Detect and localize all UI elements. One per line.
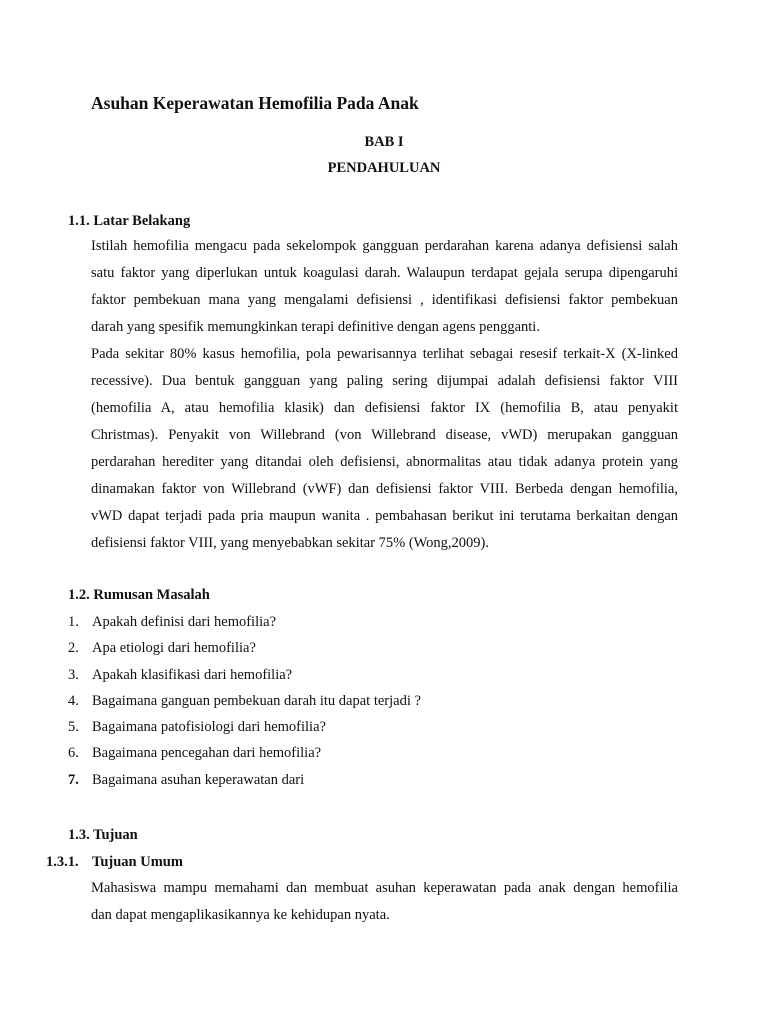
paragraph-latar-belakang-1 [91, 233, 678, 341]
paragraph-tujuan-umum [91, 875, 678, 929]
section-heading-tujuan: 1.3. Tujuan [68, 827, 138, 843]
paragraph-line: vWD dapat terjadi pada pria maupun wanita . pembahasan berikut ini terutama berkaitan dengan [91, 508, 678, 524]
list-item [68, 714, 421, 740]
list-item [68, 635, 421, 661]
list-number: 6. [68, 745, 79, 762]
paragraph-line: dinamakan faktor von Willebrand (vWF) dan defisiensi faktor VIII. Berbeda dengan hemofilia, [91, 481, 678, 497]
list-text: Bagaimana ganguan pembekuan darah itu dapat terjadi ? [92, 692, 421, 709]
paragraph-line: Pada sekitar 80% kasus hemofilia, pola pewarisannya terlihat sebagai resesif terkait-X (X-linked [91, 346, 678, 362]
list-number: 4. [68, 692, 79, 709]
paragraph-line: defisiensi faktor VIII, yang menyebabkan sekitar 75% (Wong,2009). [91, 535, 490, 551]
section-heading-rumusan-masalah: 1.2. Rumusan Masalah [68, 587, 210, 603]
subsection-number: 1.3.1. [46, 854, 79, 870]
document-title: Asuhan Keperawatan Hemofilia Pada Anak [91, 93, 419, 113]
list-text: Apa etiologi dari hemofilia? [92, 640, 256, 657]
list-number: 5. [68, 719, 79, 736]
section-heading-latar-belakang: 1.1. Latar Belakang [68, 213, 191, 229]
paragraph-line: darah yang spesifik memungkinkan terapi definitive dengan agens pengganti. [91, 319, 540, 335]
paragraph-line: faktor pembekuan mana yang mengalami defisiensi , identifikasi defisiensi faktor pembekuan [91, 292, 678, 308]
list-number: 7. [68, 771, 79, 788]
paragraph-line: dan dapat mengaplikasikannya ke kehidupan nyata. [91, 907, 390, 923]
list-text: Apakah klasifikasi dari hemofilia? [92, 666, 293, 683]
list-number: 1. [68, 614, 79, 630]
paragraph-line: recessive). Dua bentuk gangguan yang paling sering dijumpai adalah defisiensi faktor VIII [91, 373, 678, 389]
list-item [68, 740, 421, 766]
chapter-number: BAB I [364, 134, 404, 150]
paragraph-line: (hemofilia A, atau hemofilia klasik) dan defisiensi faktor IX (hemofilia B, atau penyakit [91, 400, 678, 416]
list-number: 2. [68, 640, 79, 657]
list-item [68, 662, 421, 688]
paragraph-line: perdarahan herediter yang ditandai oleh defisiensi, abnormalitas atau tidak adanya protein yang [91, 454, 678, 470]
list-text: Apakah definisi dari hemofilia? [92, 614, 277, 630]
chapter-title: PENDAHULUAN [327, 160, 441, 176]
list-text: Bagaimana patofisiologi dari hemofilia? [92, 719, 326, 736]
paragraph-line: Christmas). Penyakit von Willebrand (von Willebrand disease, vWD) merupakan gangguan [91, 427, 678, 443]
rumusan-masalah-list [68, 609, 421, 793]
list-text: Bagaimana pencegahan dari hemofilia? [92, 745, 322, 762]
paragraph-line: Mahasiswa mampu memahami dan membuat asuhan keperawatan pada anak dengan hemofilia [91, 880, 678, 896]
paragraph-line: satu faktor yang diperlukan untuk koagulasi darah. Walaupun terdapat gejala serupa dipengaruhi [91, 265, 678, 281]
list-item [68, 767, 421, 793]
list-text: Bagaimana asuhan keperawatan dari [92, 771, 305, 788]
list-number: 3. [68, 666, 79, 683]
paragraph-latar-belakang-2 [91, 341, 678, 557]
subsection-heading-tujuan-umum: Tujuan Umum [92, 854, 183, 870]
list-item [68, 688, 421, 714]
list-item [68, 609, 421, 635]
paragraph-line: Istilah hemofilia mengacu pada sekelompok gangguan perdarahan karena adanya defisiensi salah [91, 238, 678, 254]
